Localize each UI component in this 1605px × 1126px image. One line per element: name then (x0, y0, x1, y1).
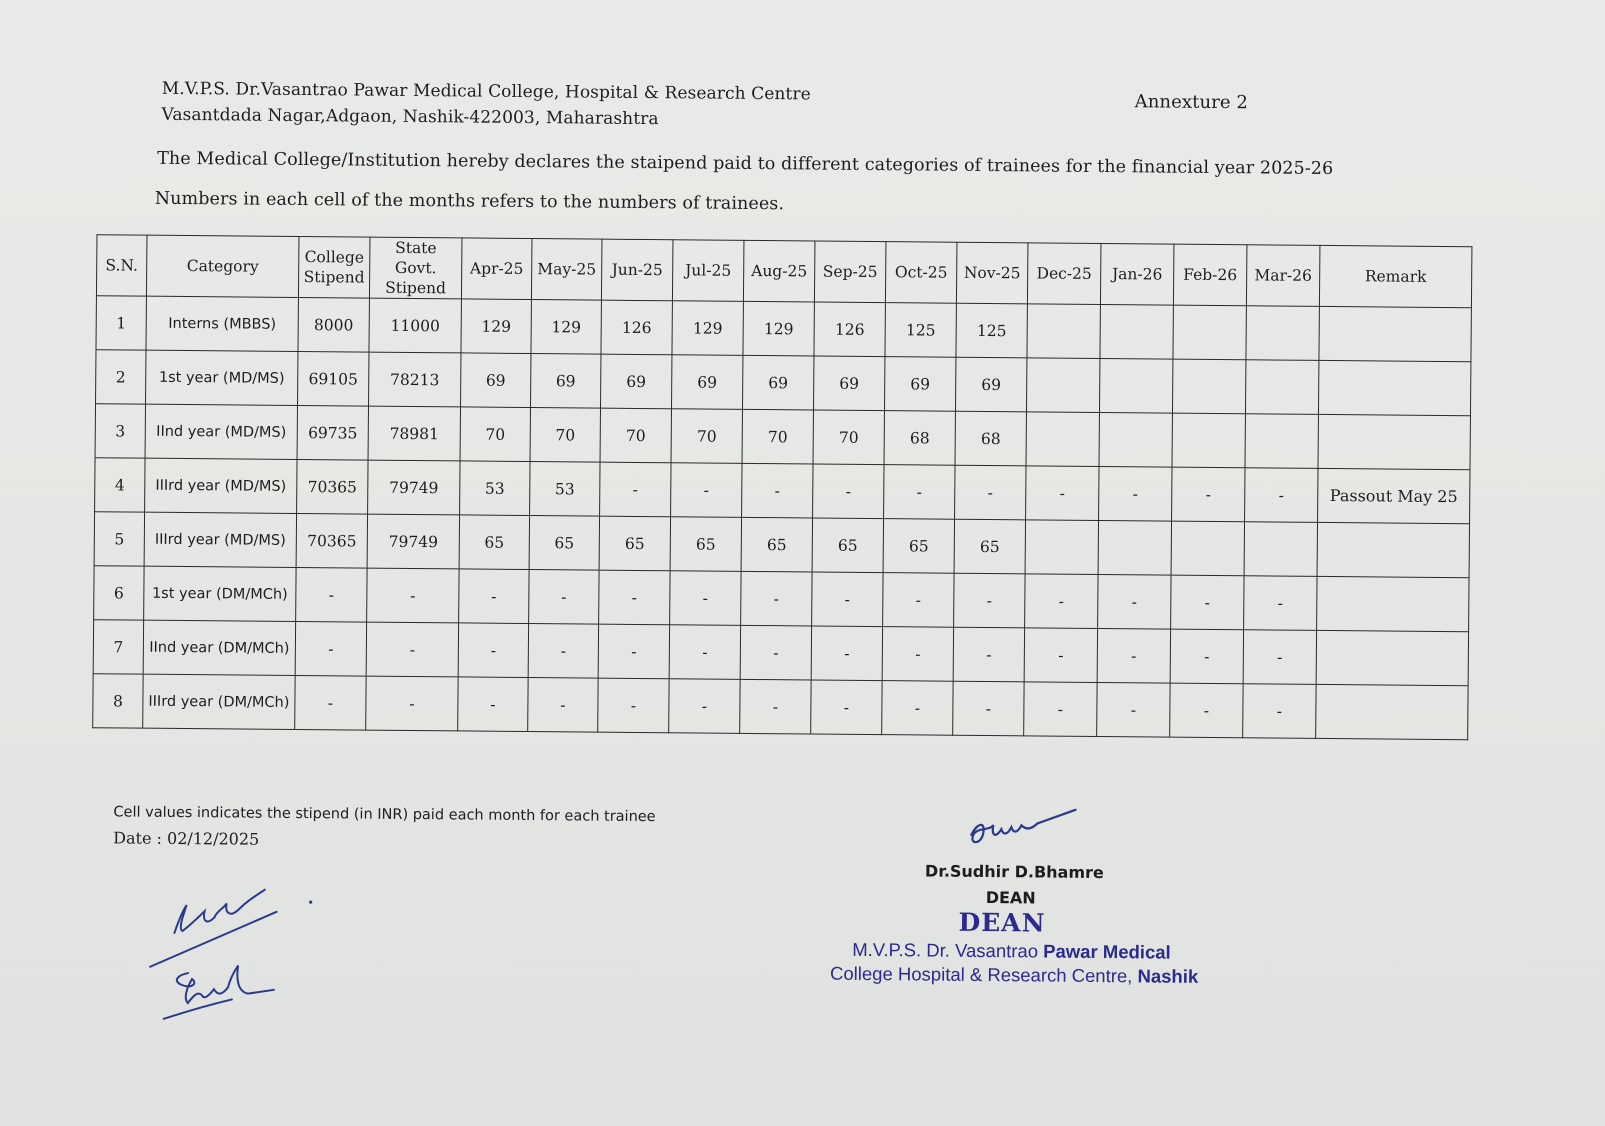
declaration-text: The Medical College/Institution hereby declares the staipend paid to different categories of trainees for the financial year 2025-26 (157, 148, 1334, 180)
row-state-stipend: 79749 (368, 460, 460, 515)
header-month: Jan-26 (1100, 244, 1174, 306)
header-month: Feb-26 (1173, 244, 1247, 306)
header-month: Apr-25 (461, 238, 532, 300)
signatory-title: DEAN (985, 888, 1036, 908)
header-month: Dec-25 (1027, 243, 1101, 305)
stamp-line-1 (852, 939, 1171, 964)
stamp-line-2b: Nashik (1137, 965, 1199, 987)
row-college-stipend: - (296, 567, 367, 622)
row-college-stipend: 69105 (298, 352, 369, 407)
row-month-count: - (811, 680, 882, 735)
row-state-stipend: - (366, 622, 458, 677)
stamp-line-2a: College Hospital & Research Centre, (829, 962, 1138, 987)
row-month-count: 65 (599, 516, 670, 571)
stamp-line-1a: M.V.P.S. Dr. Vasantrao (852, 938, 1044, 962)
row-month-count: 129 (531, 300, 601, 355)
row-month-count (1026, 412, 1099, 467)
header-category: Category (146, 235, 299, 297)
row-college-stipend: - (295, 675, 366, 730)
row-month-count: - (1170, 683, 1243, 738)
row-category: IInd year (DM/MCh) (143, 620, 295, 675)
row-month-count: - (1097, 628, 1170, 683)
row-college-stipend: 70365 (296, 513, 367, 568)
row-month-count: - (953, 681, 1024, 736)
header-month: Nov-25 (956, 242, 1028, 304)
row-category: 1st year (MD/MS) (146, 350, 298, 405)
row-month-count: 53 (460, 461, 530, 516)
row-category: IIIrd year (MD/MS) (144, 512, 296, 567)
row-month-count: - (741, 571, 812, 626)
row-month-count: - (1026, 466, 1099, 521)
row-month-count: 69 (742, 355, 813, 410)
stamp-title: DEAN (958, 907, 1046, 938)
row-month-count: - (528, 624, 598, 679)
row-month-count: - (1243, 684, 1316, 739)
row-month-count: 65 (954, 519, 1025, 574)
row-month-count: 129 (672, 301, 743, 356)
row-month-count (1099, 412, 1172, 467)
row-category: Interns (MBBS) (146, 296, 298, 351)
row-month-count: - (671, 463, 742, 518)
row-month-count: 68 (884, 411, 955, 466)
table-row (93, 674, 1468, 740)
row-month-count: - (955, 465, 1026, 520)
dean-signature (963, 805, 1083, 856)
row-month-count (1098, 520, 1171, 575)
row-category: 1st year (DM/MCh) (144, 566, 296, 621)
row-month-count: 68 (955, 411, 1026, 466)
row-remark (1318, 414, 1470, 469)
row-sn: 8 (93, 674, 143, 728)
row-month-count: - (1171, 575, 1244, 630)
annexure-label: Annexture 2 (1134, 91, 1249, 114)
row-month-count: 70 (671, 409, 742, 464)
row-month-count (1246, 306, 1319, 361)
row-remark: Passout May 25 (1318, 468, 1470, 523)
signatory-name: Dr.Sudhir D.Bhamre (924, 861, 1104, 883)
row-month-count: - (459, 569, 529, 624)
row-month-count: 70 (813, 410, 884, 465)
header-month: Aug-25 (743, 240, 815, 302)
document-date: Date : 02/12/2025 (113, 828, 260, 849)
row-month-count (1172, 413, 1245, 468)
row-month-count: 53 (530, 462, 600, 517)
row-college-stipend: 69735 (297, 405, 368, 460)
row-remark (1317, 522, 1469, 577)
row-month-count: 65 (529, 516, 599, 571)
row-month-count: - (1170, 629, 1243, 684)
row-state-stipend: - (367, 568, 459, 623)
row-month-count (1245, 414, 1318, 469)
row-remark (1317, 576, 1469, 631)
row-month-count: - (599, 570, 670, 625)
row-month-count: - (1024, 628, 1097, 683)
row-category: IIIrd year (MD/MS) (145, 458, 297, 513)
row-month-count: 129 (743, 301, 814, 356)
header-state-stipend-line2: Stipend (385, 278, 447, 298)
row-month-count: 129 (461, 299, 531, 354)
row-month-count (1244, 522, 1317, 577)
row-month-count (1027, 304, 1100, 359)
row-month-count (1099, 358, 1172, 413)
row-month-count: 69 (461, 353, 531, 408)
row-month-count: - (528, 678, 598, 733)
row-college-stipend: 8000 (298, 298, 369, 353)
header-month: Oct-25 (885, 242, 957, 304)
row-remark (1319, 306, 1471, 361)
row-month-count (1171, 521, 1244, 576)
row-month-count: - (1097, 682, 1170, 737)
row-month-count: 70 (530, 408, 600, 463)
row-month-count: 125 (885, 303, 956, 358)
table-body (93, 296, 1472, 740)
row-month-count: - (670, 571, 741, 626)
row-month-count: - (1244, 576, 1317, 631)
row-month-count: - (884, 465, 955, 520)
stipend-table (92, 234, 1472, 740)
row-category: IIIrd year (DM/MCh) (143, 674, 295, 729)
row-state-stipend: 78213 (369, 352, 461, 407)
row-remark (1318, 360, 1470, 415)
table-note: Numbers in each cell of the months refers to the numbers of trainees. (154, 188, 785, 215)
row-month-count (1026, 358, 1099, 413)
row-month-count: - (811, 626, 882, 681)
row-sn: 3 (95, 404, 145, 458)
header-month: Jun-25 (601, 239, 673, 301)
row-remark (1316, 630, 1468, 685)
row-sn: 7 (93, 620, 143, 674)
header-college-stipend-line2: Stipend (303, 268, 365, 287)
row-month-count: - (458, 623, 528, 678)
header-sn: S.N. (96, 235, 147, 296)
row-month-count: 70 (742, 409, 813, 464)
row-month-count: - (812, 572, 883, 627)
row-sn: 2 (96, 350, 146, 404)
row-month-count: - (953, 627, 1024, 682)
row-state-stipend: 11000 (369, 298, 461, 353)
row-month-count: - (742, 463, 813, 518)
row-month-count: 65 (741, 517, 812, 572)
stamp-line-2 (830, 963, 1198, 988)
row-month-count: 70 (600, 408, 671, 463)
row-sn: 5 (94, 512, 144, 566)
row-month-count: 65 (670, 517, 741, 572)
row-month-count: 125 (956, 303, 1027, 358)
header-remark: Remark (1319, 245, 1472, 307)
row-state-stipend: 78981 (368, 406, 460, 461)
annexure-sheet (61, 62, 1510, 1085)
institution-name: M.V.P.S. Dr.Vasantrao Pawar Medical College, Hospital & Research Centre (161, 78, 811, 105)
row-month-count: - (598, 624, 669, 679)
row-sn: 1 (96, 296, 146, 350)
row-month-count: - (1172, 467, 1245, 522)
row-month-count: - (669, 679, 740, 734)
row-month-count: - (882, 681, 953, 736)
row-month-count: 69 (600, 354, 671, 409)
row-sn: 4 (95, 458, 145, 512)
header-state-stipend (369, 237, 462, 299)
row-state-stipend: 79749 (367, 514, 459, 569)
row-month-count: - (882, 627, 953, 682)
row-month-count: - (813, 464, 884, 519)
header-college-stipend (298, 237, 370, 299)
row-college-stipend: 70365 (297, 459, 368, 514)
row-month-count (1025, 520, 1098, 575)
row-month-count: 126 (601, 300, 672, 355)
institution-address: Vasantdada Nagar,Adgaon, Nashik-422003, Maharashtra (161, 104, 659, 130)
row-month-count: - (1098, 574, 1171, 629)
header-month: Mar-26 (1246, 245, 1320, 307)
row-month-count: - (458, 677, 528, 732)
row-month-count: - (740, 679, 811, 734)
row-month-count (1172, 359, 1245, 414)
header-month: Jul-25 (672, 240, 744, 302)
row-sn: 6 (94, 566, 144, 620)
row-month-count: 65 (883, 519, 954, 574)
signature-2 (158, 959, 289, 1030)
row-month-count: - (529, 570, 599, 625)
row-college-stipend: - (295, 621, 366, 676)
row-month-count (1100, 305, 1173, 360)
header-state-stipend-line1: State Govt. (394, 238, 437, 278)
row-month-count: - (1024, 682, 1097, 737)
row-month-count: 69 (955, 357, 1026, 412)
row-month-count: 65 (812, 518, 883, 573)
row-month-count: - (1025, 574, 1098, 629)
header-month: Sep-25 (814, 241, 886, 303)
row-month-count: 69 (884, 357, 955, 412)
row-month-count: - (740, 625, 811, 680)
row-month-count: - (1243, 630, 1316, 685)
row-month-count (1245, 360, 1318, 415)
row-month-count: - (598, 678, 669, 733)
row-month-count: - (669, 625, 740, 680)
row-month-count: 69 (671, 355, 742, 410)
row-state-stipend: - (366, 676, 458, 731)
header-college-stipend-line1: College (304, 248, 365, 267)
row-month-count: - (883, 573, 954, 628)
row-month-count: - (1099, 466, 1172, 521)
header-month: May-25 (531, 239, 602, 301)
row-month-count: - (1245, 468, 1318, 523)
row-month-count: 69 (813, 356, 884, 411)
row-category: IInd year (MD/MS) (145, 404, 297, 459)
row-month-count: 65 (459, 515, 529, 570)
row-month-count: 70 (460, 407, 530, 462)
cell-values-note: Cell values indicates the stipend (in INR) paid each month for each trainee (113, 804, 656, 826)
row-remark (1316, 684, 1468, 739)
row-month-count: - (600, 462, 671, 517)
row-month-count: - (954, 573, 1025, 628)
row-month-count (1173, 305, 1246, 360)
stamp-line-1b: Pawar Medical (1043, 940, 1171, 963)
row-month-count: 126 (814, 302, 885, 357)
row-month-count: 69 (531, 354, 601, 409)
